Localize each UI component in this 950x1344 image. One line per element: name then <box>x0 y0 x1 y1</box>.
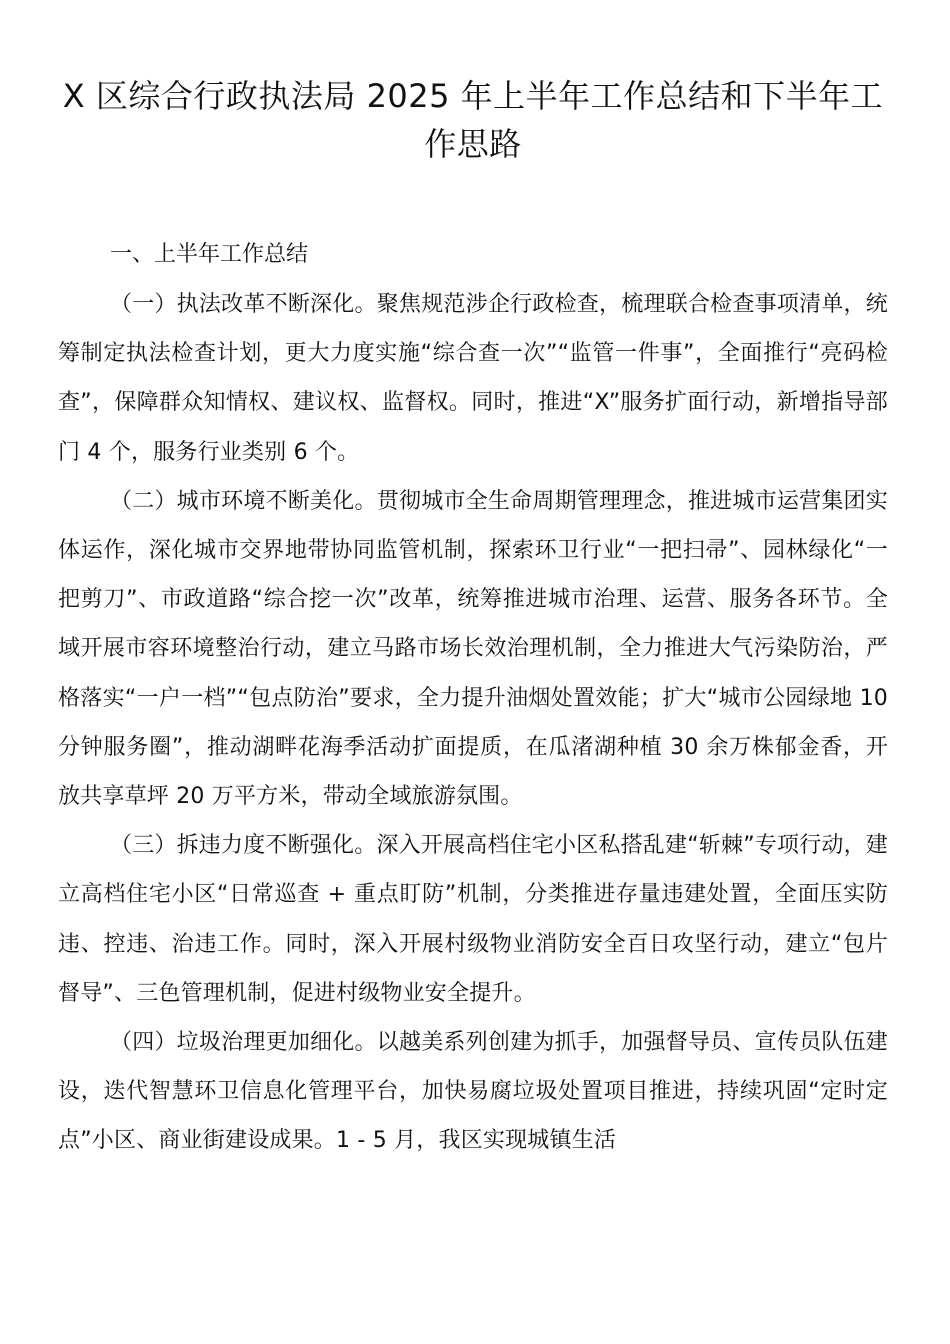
document-title: X 区综合行政执法局 2025 年上半年工作总结和下半年工作思路 <box>62 77 884 163</box>
section-heading: 一、上半年工作总结 <box>110 242 309 267</box>
paragraph-garbage-governance: （四）垃圾治理更加细化。以越美系列创建为抓手，加强督导员、宣传员队伍建设，迭代智慧环卫信息化管理平台，加快易腐垃圾处置项目推进，持续巩固“定时定点”小区、商业街建设成果。1 - 5 月，我区实现城镇生活 <box>58 1030 888 1154</box>
paragraph-urban-environment: （二）城市环境不断美化。贯彻城市全生命周期管理理念，推进城市运营集团实体运作，深化城市交界地带协同监管机制，探索环卫行业“一把扫帚”、园林绿化“一把剪刀”、市政道路“综合挖一次”改革，统筹推进城市治理、运营、服务各环节。全域开展市容环境整治行动，建立马路市场长效治理机制，全力推进大气污染防治，严格落实“一户一档”“包点防治”要求，全力提升油烟处置效能；扩大“城市公园绿地 10 分钟服务圈”，推动湖畔花海季活动扩面提质，在瓜渚湖种植 30 余万株郁金香，开放共享草坪 20 万平方米，带动全域旅游氛围。 <box>58 488 888 810</box>
paragraph-law-enforcement-reform: （一）执法改革不断深化。聚焦规范涉企行政检查，梳理联合检查事项清单，统筹制定执法检查计划，更大力度实施“综合查一次”“监管一件事”，全面推行“亮码检查”，保障群众知情权、建议权、监督权。同时，推进“X”服务扩面行动，新增指导部门 4 个，服务行业类别 6 个。 <box>58 292 888 465</box>
paragraph-demolition-enforcement: （三）拆违力度不断强化。深入开展高档住宅小区私搭乱建“斩棘”专项行动，建立高档住宅小区“日常巡查 + 重点盯防”机制，分类推进存量违建处置，全面压实防违、控违、治违工作。同时，深入开展村级物业消防安全百日攻坚行动，建立“包片督导”、三色管理机制，促进村级物业安全提升。 <box>58 833 888 1006</box>
